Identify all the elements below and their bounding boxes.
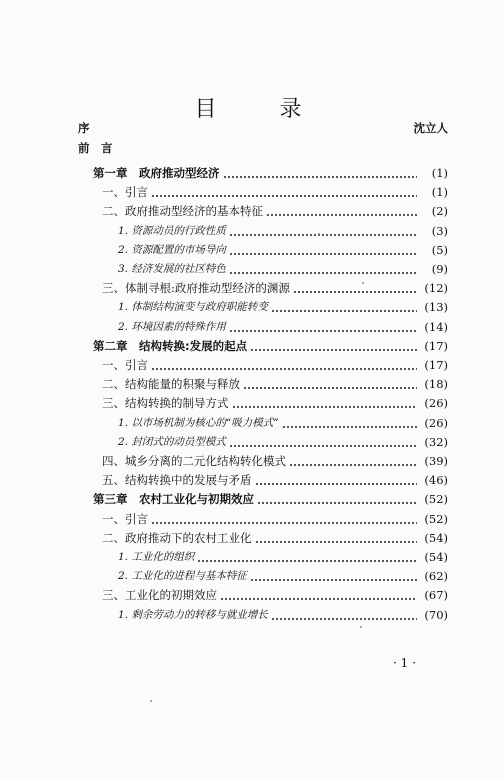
scan-speck (360, 626, 362, 628)
toc-entry-label: 一、引言 (102, 511, 148, 526)
toc-entry-row (0, 221, 504, 241)
toc-page-number: (1) (431, 166, 448, 180)
toc-page-number: (54) (424, 550, 448, 564)
toc-entry-row (0, 355, 504, 375)
dot-leader (151, 522, 417, 524)
toc-entry-label: 2. 资源配置的市场导向 (118, 243, 226, 256)
toc-entry-label: 第二章 结构转换:发展的起点 (93, 338, 248, 353)
dot-leader (151, 195, 417, 197)
toc-page-number: (70) (424, 607, 448, 622)
toc-entry-label: 1. 体制结构演变与政府职能转变 (118, 301, 268, 314)
toc-page-number: (18) (424, 377, 448, 392)
toc-page-number: (13) (424, 300, 448, 315)
toc-entry-label: 三、体制寻根:政府推动型经济的渊源 (102, 281, 290, 296)
toc-page-number: (67) (424, 588, 448, 603)
dot-leader (229, 272, 417, 274)
toc-entry-row (0, 451, 504, 471)
toc-entry-label: 1. 工业化的组织 (118, 551, 195, 563)
toc-entry-row (0, 547, 504, 567)
toc-entry-row (0, 317, 504, 337)
toc-entry-row (0, 528, 504, 548)
toc-entry-row (0, 432, 504, 452)
preface-row (0, 118, 504, 138)
toc-page-number: (54) (424, 530, 448, 545)
toc-entry-label: 第三章 农村工业化与初期效应 (93, 492, 254, 507)
dot-leader (257, 502, 417, 504)
toc-entry-row (0, 240, 504, 260)
page-number: · 1 · (393, 656, 416, 670)
toc-entry-row (0, 182, 504, 202)
toc-page-number: (46) (424, 473, 448, 488)
dot-leader (250, 349, 417, 351)
toc-entry-row (0, 393, 504, 413)
toc-page-number: (9) (431, 262, 448, 276)
toc-entry-row (0, 297, 504, 317)
dot-leader (255, 483, 418, 485)
dot-leader (229, 445, 417, 447)
toc-entry-label: 2. 工业化的进程与基本特征 (118, 570, 247, 583)
toc-entry-label: 三、工业化的初期效应 (102, 588, 217, 603)
dot-leader (229, 253, 417, 255)
toc-entry-row (0, 413, 504, 433)
scan-speck (318, 233, 320, 235)
toc-page-number: (2) (431, 204, 448, 219)
dot-leader (232, 406, 418, 408)
dot-leader (197, 560, 417, 562)
toc-entry-label: 三、结构转换的制导方式 (102, 396, 229, 411)
preface-author: 沈立人 (413, 121, 448, 135)
toc-page-number: (62) (424, 569, 448, 584)
toc-entry-row (0, 585, 504, 605)
toc-entry-row (0, 259, 504, 279)
toc-page-number: (17) (424, 338, 448, 353)
toc-chapter-row (0, 336, 504, 356)
dot-leader (271, 310, 417, 312)
toc-entry-label: 1. 以市场机制为核心的“吸力模式” (118, 416, 279, 429)
toc-page-number: (5) (431, 242, 448, 257)
toc-entry-label: 2. 封闭式的动员型模式 (118, 435, 226, 448)
toc-entry-label: 一、引言 (102, 185, 148, 200)
toc-entry-row (0, 605, 504, 625)
toc-page-number: (26) (424, 396, 448, 411)
toc-entry-label: 五、结构转换中的发展与矛盾 (102, 473, 252, 488)
scan-speck (150, 700, 152, 702)
dot-leader (271, 618, 417, 620)
dot-leader (282, 426, 417, 428)
toc-page-number: (3) (431, 223, 448, 238)
dot-leader (255, 541, 418, 543)
toc-entry-label: 二、政府推动型经济的基本特征 (102, 204, 263, 219)
dot-leader (151, 368, 417, 370)
toc-entry-label: 四、城乡分离的二元化结构转化模式 (102, 454, 286, 468)
toc-entry-row (0, 201, 504, 221)
toc-entry-row (0, 566, 504, 586)
dot-leader (293, 291, 417, 293)
dot-leader (229, 234, 417, 236)
toc-page-number: (12) (424, 281, 448, 296)
toc-entry-label: 第一章 政府推动型经济 (93, 166, 220, 180)
dot-leader (220, 598, 417, 600)
toc-page-number: (26) (424, 415, 448, 430)
toc-chapter-row (0, 163, 504, 183)
toc-entry-label: 3. 经济发展的社区特色 (118, 263, 226, 275)
toc-page-number: (52) (424, 511, 448, 526)
scan-speck (362, 282, 364, 284)
toc-entry-row (0, 509, 504, 529)
preface-label: 序 (78, 121, 90, 135)
toc-entry-row (0, 470, 504, 490)
toc-page-number: (39) (424, 454, 448, 468)
page-title: 目 录 (194, 97, 330, 122)
foreword-row (0, 138, 504, 158)
toc-page-number: (14) (424, 319, 448, 334)
toc-entry-label: 2. 环境因素的特殊作用 (118, 320, 226, 333)
toc-entry-label: 1. 剩余劳动力的转移与就业增长 (118, 608, 268, 621)
toc-entry-label: 二、政府推动下的农村工业化 (102, 530, 252, 545)
toc-page-number: (17) (424, 358, 448, 372)
dot-leader (243, 387, 417, 389)
toc-entry-row (0, 374, 504, 394)
dot-leader (223, 176, 418, 178)
toc-page-number: (52) (424, 492, 448, 507)
toc-entry-label: 一、引言 (102, 358, 148, 372)
toc-entry-label: 二、结构能量的积聚与释放 (102, 377, 240, 392)
toc-page-number: (1) (431, 185, 448, 200)
toc-chapter-row (0, 489, 504, 509)
toc-entry-row (0, 278, 504, 298)
dot-leader (289, 464, 417, 466)
dot-leader (229, 330, 417, 332)
toc-entry-label: 1. 资源动员的行政性质 (118, 224, 226, 237)
dot-leader (266, 214, 417, 216)
toc-page-number: (32) (424, 434, 448, 449)
dot-leader (250, 579, 417, 581)
foreword-label: 前 言 (78, 141, 113, 155)
